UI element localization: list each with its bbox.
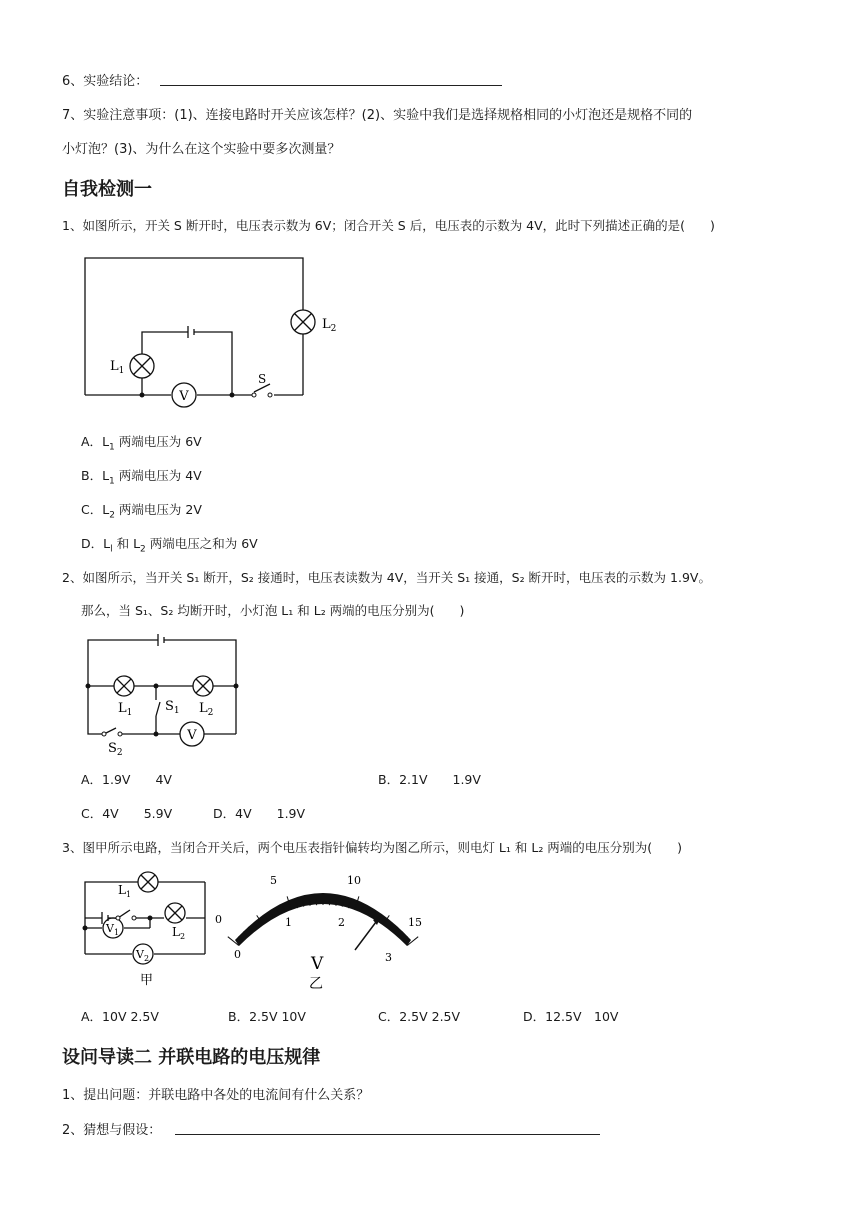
q2-l1-label: $L_1$ xyxy=(118,701,133,718)
q3-l2-label: $L_2$ xyxy=(172,925,186,941)
q2-voltmeter-label: V xyxy=(187,728,197,743)
q3-l1-label: $L_1$ xyxy=(118,883,132,899)
q2-option-d: D．4V 1.9V xyxy=(213,806,306,821)
q1-switch-label: S xyxy=(258,372,267,386)
meter-tick xyxy=(336,900,337,906)
section2-item2-answer-line xyxy=(175,1134,600,1135)
q3-yi-caption: 乙 xyxy=(309,976,323,992)
q1-stem: 1、如图所示，开关 S 断开时，电压表示数为 6V；闭合开关 S 后，电压表的示数为 4V，此时下列描述正确的是( ) xyxy=(62,218,715,233)
section2-item1: 1、提出问题：并联电路中各处的电流间有什么关系？ xyxy=(62,1088,370,1103)
q2-circuit-diagram xyxy=(82,630,247,758)
q1-option-c: C．$L_2$ 两端电压为 2V xyxy=(81,502,202,521)
item7-line1: 7、实验注意事项：(1)、连接电路时开关应该怎样？(2)、实验中我们是选择规格相同的小灯泡还是规格不同的 xyxy=(62,108,693,123)
q3-v1-label: $V_1$ xyxy=(106,922,120,937)
outer-tick-10: 10 xyxy=(347,874,361,887)
inner-tick-3: 3 xyxy=(385,951,392,964)
q2-option-c: C．4V 5.9V xyxy=(81,806,173,821)
q3-option-b: B．2.5V 10V xyxy=(228,1009,306,1024)
item6-answer-line xyxy=(160,85,502,86)
q2-stem-line2: 那么，当 S₁、S₂ 均断开时，小灯泡 L₁ 和 L₂ 两端的电压分别为( ) xyxy=(81,603,465,618)
q1-l2-label: $L_2$ xyxy=(322,317,337,334)
q3-circuit-jia xyxy=(80,870,210,990)
inner-tick-2: 2 xyxy=(338,916,345,929)
q3-option-c: C．2.5V 2.5V xyxy=(378,1009,461,1024)
q3-option-a: A．10V 2.5V xyxy=(81,1009,159,1024)
q2-option-a: A．1.9V 4V xyxy=(81,772,172,787)
inner-tick-0: 0 xyxy=(234,948,241,961)
meter-tick xyxy=(309,900,310,906)
inner-tick-1: 1 xyxy=(285,916,292,929)
q3-v2-label: $V_2$ xyxy=(136,948,150,963)
section2-item2-label: 2、猜想与假设： xyxy=(62,1123,162,1138)
section2-title: 设问导读二 并联电路的电压规律 xyxy=(62,1047,321,1068)
q1-l1-label: $L_1$ xyxy=(110,359,125,376)
q2-stem-line1: 2、如图所示，当开关 S₁ 断开，S₂ 接通时，电压表读数为 4V，当开关 S₁ 接通，S₂ 断开时，电压表的示数为 1.9V。 xyxy=(62,570,711,585)
q2-option-b: B．2.1V 1.9V xyxy=(378,772,481,787)
q1-circuit-diagram xyxy=(80,250,350,410)
q2-l2-label: $L_2$ xyxy=(199,701,214,718)
outer-tick-0: 0 xyxy=(215,913,222,926)
q1-option-d: D．$L_l$ 和 $L_2$ 两端电压之和为 6V xyxy=(81,536,258,555)
outer-tick-15: 15 xyxy=(408,916,422,929)
q2-s1-label: $S_1$ xyxy=(165,699,180,716)
self-test-title: 自我检测一 xyxy=(62,179,152,200)
meter-unit: V xyxy=(311,954,324,974)
item6-label: 6、实验结论： xyxy=(62,74,149,89)
q1-voltmeter-label: V xyxy=(179,389,189,404)
q3-jia-caption: 甲 xyxy=(140,973,154,988)
q1-option-a: A．$L_1$ 两端电压为 6V xyxy=(81,434,202,453)
outer-tick-5: 5 xyxy=(270,874,277,887)
q2-s2-label: $S_2$ xyxy=(108,741,123,758)
q1-option-b: B．$L_1$ 两端电压为 4V xyxy=(81,468,202,487)
q3-stem: 3、图甲所示电路，当闭合开关后，两个电压表指针偏转均为图乙所示，则电灯 L₁ 和 L₂ 两端的电压分别为( ) xyxy=(62,840,683,855)
item7-line2: 小灯泡？(3)、为什么在这个实验中要多次测量？ xyxy=(62,142,341,157)
q3-meter-yi xyxy=(205,868,435,993)
q3-option-d: D．12.5V 10V xyxy=(523,1009,619,1024)
